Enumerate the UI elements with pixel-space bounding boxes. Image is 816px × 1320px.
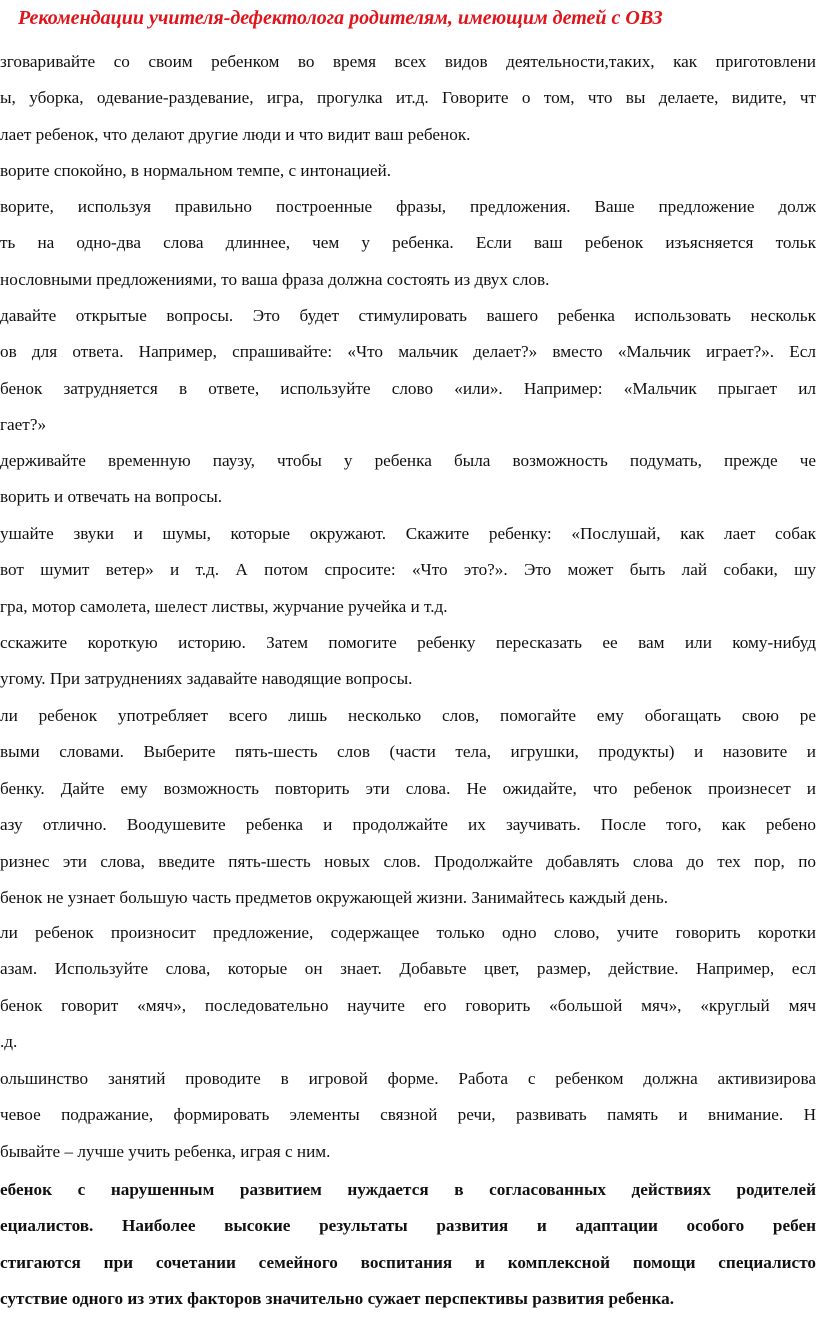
- text-line: ворите, используя правильно построенные фразы, предложения. Ваше предложение долж: [0, 197, 816, 216]
- text-line: лает ребенок, что делают другие люди и что видит ваш ребенок.: [0, 124, 471, 144]
- recommendation-paragraph: [0, 443, 816, 516]
- text-line: гра, мотор самолета, шелест листвы, журчание ручейка и т.д.: [0, 596, 448, 616]
- text-line: бенок говорит «мяч», последовательно научите его говорить «большой мяч», «круглый мяч: [0, 995, 816, 1015]
- text-line: ушайте звуки и шумы, которые окружают. Скажите ребенку: «Послушай, как лает собак: [0, 524, 816, 543]
- text-line: сутствие одного из этих факторов значительно сужает перспективы развития ребенка.: [0, 1289, 675, 1309]
- recommendation-paragraph: [0, 298, 816, 444]
- text-line: давайте открытые вопросы. Это будет стимулировать вашего ребенка использовать нескольк: [0, 306, 816, 325]
- text-line: ворите спокойно, в нормальном темпе, с интонацией.: [0, 161, 392, 180]
- text-line: гает?»: [0, 415, 47, 435]
- document-title: Рекомендации учителя-дефектолога родителям, имеющим детей с ОВЗ: [18, 7, 663, 29]
- recommendation-paragraph: [0, 153, 816, 189]
- text-line: выми словами. Выберите пять-шесть слов (части тела, игрушки, продукты) и назовите и: [0, 742, 816, 762]
- recommendation-paragraph: [0, 915, 816, 1061]
- recommendation-paragraph: [0, 516, 816, 625]
- text-line: азу отлично. Воодушевите ребенка и продолжайте их заучивать. После того, как ребено: [0, 815, 816, 835]
- text-line: ворить и отвечать на вопросы.: [0, 487, 223, 507]
- recommendation-paragraph: [0, 1061, 816, 1170]
- text-line: ольшинство занятий проводите в игровой форме. Работа с ребенком должна активизирова: [0, 1069, 816, 1088]
- text-line: сскажите короткую историю. Затем помогите ребенку пересказать ее вам или кому-нибуд: [0, 633, 816, 652]
- text-line: зговаривайте со своим ребенком во время всех видов деятельности,таких, как приготовлени: [0, 52, 816, 71]
- recommendation-paragraph: [0, 44, 816, 153]
- text-line: ли ребенок произносит предложение, содержащее только одно слово, учите говорить коротки: [0, 923, 816, 942]
- text-line: азам. Используйте слова, которые он знает. Добавьте цвет, размер, действие. Например, есл: [0, 959, 816, 979]
- text-line: чевое подражание, формировать элементы связной речи, развивать память и внимание. Н: [0, 1105, 816, 1125]
- recommendation-paragraph: [0, 189, 816, 298]
- recommendation-paragraph: [0, 625, 816, 698]
- text-line: нословными предложениями, то ваша фраза должна состоять из двух слов.: [0, 269, 550, 289]
- text-line: ы, уборка, одевание-раздевание, игра, прогулка ит.д. Говорите о том, что вы делаете, видите, чт: [0, 88, 816, 108]
- text-line: стигаются при сочетании семейного воспитания и комплексной помощи специалисто: [0, 1252, 816, 1272]
- text-line: держивайте временную паузу, чтобы у ребенка была возможность подумать, прежде че: [0, 451, 816, 470]
- text-line: .д.: [0, 1032, 18, 1052]
- conclusion-paragraph: [0, 1172, 816, 1318]
- recommendation-paragraph: [0, 698, 816, 916]
- text-line: бенок затрудняется в ответе, используйте слово «или». Например: «Мальчик прыгает ил: [0, 378, 816, 398]
- text-line: бенок не узнает большую часть предметов окружающей жизни. Занимайтесь каждый день.: [0, 887, 669, 907]
- text-line: ть на одно-два слова длиннее, чем у ребенка. Если ваш ребенок изъясняется тольк: [0, 233, 816, 253]
- text-line: ебенок с нарушенным развитием нуждается в согласованных действиях родителей: [0, 1180, 816, 1199]
- text-line: ов для ответа. Например, спрашивайте: «Что мальчик делает?» вместо «Мальчик играет?». Есл: [0, 342, 816, 362]
- text-line: ризнес эти слова, введите пять-шесть новых слов. Продолжайте добавлять слова до тех пор, по: [0, 851, 816, 871]
- text-line: вот шумит ветер» и т.д. А потом спросите: «Что это?». Это может быть лай собаки, шу: [0, 560, 816, 580]
- text-line: бывайте – лучше учить ребенка, играя с ним.: [0, 1141, 331, 1161]
- text-line: ециалистов. Наиболее высокие результаты развития и адаптации особого ребен: [0, 1216, 816, 1236]
- text-line: бенку. Дайте ему возможность повторить эти слова. Не ожидайте, что ребенок произнесет и: [0, 778, 816, 798]
- text-line: ли ребенок употребляет всего лишь несколько слов, помогайте ему обогащать свою ре: [0, 706, 816, 725]
- text-line: угому. При затруднениях задавайте наводящие вопросы.: [0, 669, 413, 689]
